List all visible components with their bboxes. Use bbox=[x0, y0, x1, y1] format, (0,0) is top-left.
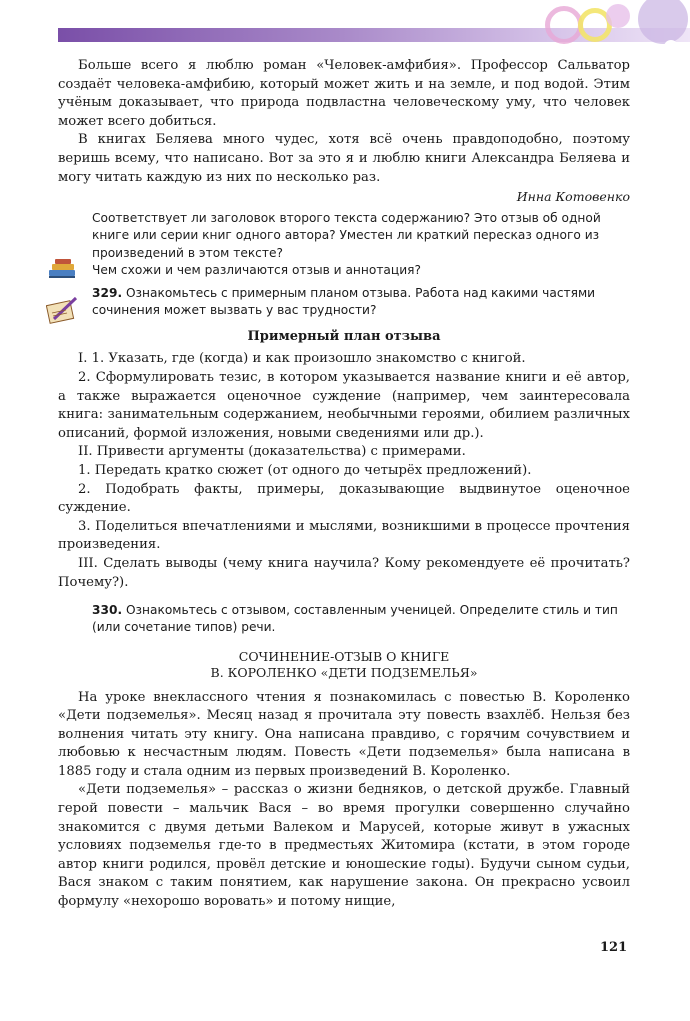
questions-block bbox=[58, 210, 630, 319]
plan-item: 2. Подобрать факты, примеры, доказывающие выдвинутое оценочное суждение. bbox=[58, 481, 630, 516]
task-text: Ознакомьтесь с примерным планом отзыва. Работа над какими частями сочинения может вызвать у вас трудности? bbox=[92, 285, 596, 318]
essay-paragraph: На уроке внеклассного чтения я познакомилась с повестью В. Короленко «Дети подземелья». Месяц назад я прочитала эту повесть взахлёб. Нельзя без волнения читать эту книгу. Она написана правдиво, с горячим сочувствием и любовью к несчастным людям. Повесть «Дети подземелья» была написана в 1885 году и стала одним из первых произведений В. Короленко. bbox=[58, 689, 630, 779]
essay-title bbox=[58, 649, 630, 681]
pen-notebook-icon bbox=[46, 295, 80, 325]
plan-item: 1. Передать кратко сюжет (от одного до четырёх предложений). bbox=[78, 462, 532, 478]
plan-item: II. Привести аргументы (доказательства) с примерами. bbox=[78, 444, 466, 460]
task-number: 330. bbox=[92, 603, 123, 618]
essay-paragraph: «Дети подземелья» – рассказ о жизни бедняков, о детской дружбе. Главный герой повести – мальчик Вася – во время прогулки совершенно случайно знакомится с двумя детьми Валеком и Марусей, которые живут в ужасных условиях подземелья где-то в предместьях Житомира (кстати, в этом городе автор книги родился, провёл детские и юношеские годы). Будучи сыном судьи, Вася знаком с таким понятием, как нарушение закона. Он прекрасно усвоил формулу «нехорошо воровать» и потому нищие, bbox=[58, 782, 630, 910]
task-330 bbox=[92, 602, 630, 636]
books-stack-icon bbox=[46, 258, 80, 280]
question-text: Соответствует ли заголовок второго текста содержанию? Это отзыв об одной книге или серии книг одного автора? Уместен ли краткий пересказ одного из произведений в этом тексте? bbox=[92, 211, 601, 260]
task-329 bbox=[92, 285, 630, 319]
task-number: 329. bbox=[92, 285, 123, 300]
question-text: Чем схожи и чем различаются отзыв и аннотация? bbox=[92, 262, 421, 277]
plan-item: III. Сделать выводы (чему книга научила? Кому рекомендуете её прочитать? Почему?). bbox=[58, 555, 630, 590]
task-text: Ознакомьтесь с отзывом, составленным ученицей. Определите стиль и тип (или сочетание типов) речи. bbox=[92, 603, 618, 635]
plan-item: 3. Поделиться впечатлениями и мыслями, возникшими в процессе прочтения произведения. bbox=[58, 518, 630, 553]
plan-item: I. 1. Указать, где (когда) и как произошло знакомство с книгой. bbox=[78, 351, 526, 367]
intro-paragraph: В книгах Беляева много чудес, хотя всё очень правдоподобно, поэтому веришь всему, что написано. Вот за это я и люблю книги Александра Беляева и могу читать каждую из них по несколько раз. bbox=[58, 132, 630, 185]
plan-item: 2. Сформулировать тезис, в котором указывается название книги и её автор, а также выражается оценочное суждение (например, чем заинтересовала книга: занимательным содержанием, необычными героями, обилием различных описаний, формой изложения, новыми сведениями или др.). bbox=[58, 369, 630, 441]
essay-title-line: СОЧИНЕНИЕ-ОТЗЫВ О КНИГЕ bbox=[238, 648, 450, 664]
essay-title-line: В. КОРОЛЕНКО «ДЕТИ ПОДЗЕМЕЛЬЯ» bbox=[210, 664, 478, 680]
intro-paragraph: Больше всего я люблю роман «Человек-амфибия». Профессор Сальватор создаёт человека-амфибию, который может жить и на земле, и под водой. Этим учёным доказывает, что природа подвластна человеческому уму, что человек может всего добиться. bbox=[58, 58, 630, 129]
page-number: 121 bbox=[600, 940, 628, 955]
page-content bbox=[58, 57, 630, 912]
decorative-circles bbox=[0, 0, 690, 60]
plan-title: Примерный план отзыва bbox=[247, 329, 441, 345]
author-signature: Инна Котовенко bbox=[516, 189, 630, 205]
